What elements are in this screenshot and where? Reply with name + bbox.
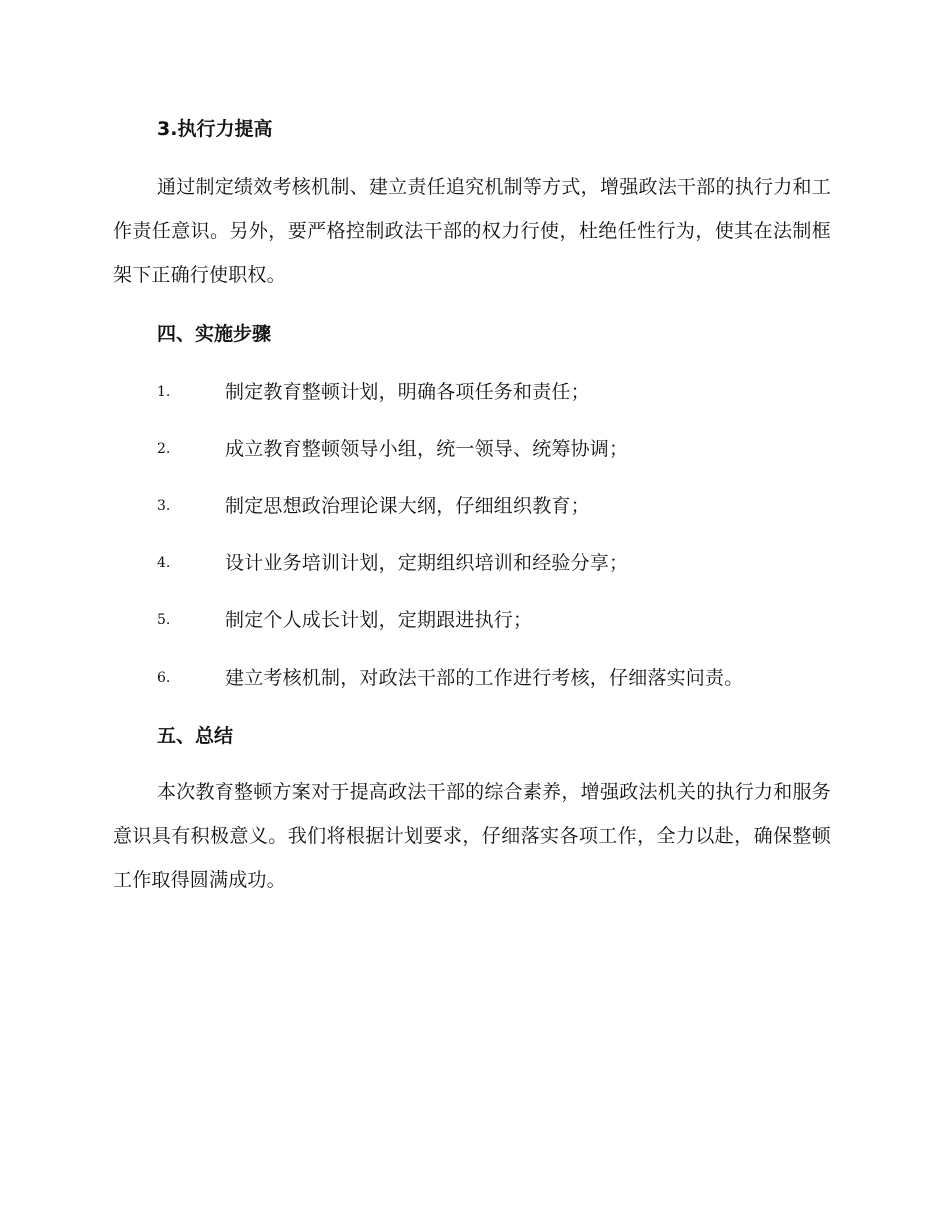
section-5-heading: 五、总结 xyxy=(157,725,234,747)
list-item-text: 成立教育整顿领导小组，统一领导、统筹协调； xyxy=(225,438,629,460)
list-item xyxy=(157,492,857,520)
section-4-heading: 四、实施步骤 xyxy=(157,323,272,345)
list-item xyxy=(157,664,857,692)
section-5-paragraph: 本次教育整顿方案对于提高政法干部的综合素养，增强政法机关的执行力和服务意识具有积极意义。我们将根据计划要求，仔细落实各项工作，全力以赴，确保整顿工作取得圆满成功。 xyxy=(113,781,831,891)
section-3-paragraph: 通过制定绩效考核机制、建立责任追究机制等方式，增强政法干部的执行力和工作责任意识。另外，要严格控制政法干部的权力行使，杜绝任性行为，使其在法制框架下正确行使职权。 xyxy=(113,176,831,286)
list-item-number: 4. xyxy=(157,555,171,571)
list-item-number: 5. xyxy=(157,612,171,628)
list-item-text: 制定思想政治理论课大纲，仔细组织教育； xyxy=(225,495,590,517)
list-item-number: 1. xyxy=(157,384,171,400)
list-item xyxy=(157,549,857,577)
list-item xyxy=(157,378,857,406)
list-item xyxy=(157,606,857,634)
list-item-text: 制定个人成长计划，定期跟进执行； xyxy=(225,609,533,631)
list-item-number: 2. xyxy=(157,441,171,457)
list-item-text: 制定教育整顿计划，明确各项任务和责任； xyxy=(225,381,590,403)
list-item-text: 设计业务培训计划，定期组织培训和经验分享； xyxy=(225,552,629,574)
list-item-number: 3. xyxy=(157,498,171,514)
section-3-heading: 3.执行力提高 xyxy=(157,118,273,140)
list-item xyxy=(157,435,857,463)
list-item-text: 建立考核机制，对政法干部的工作进行考核，仔细落实问责。 xyxy=(225,667,744,689)
list-item-number: 6. xyxy=(157,670,171,686)
